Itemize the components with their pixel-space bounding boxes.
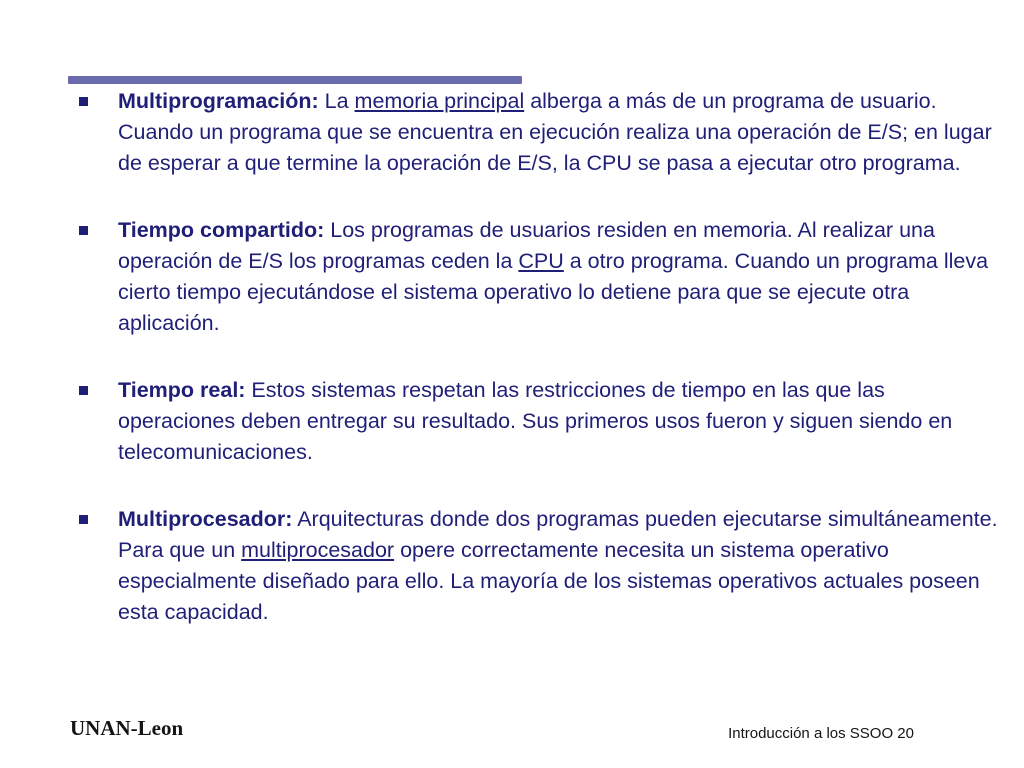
bullet-text: La: [318, 89, 355, 113]
square-bullet-icon: [79, 97, 88, 106]
square-bullet-icon: [79, 386, 88, 395]
bullet-multiprogramacion: [74, 86, 1004, 179]
bullet-term: Multiprogramación:: [118, 89, 319, 113]
bullet-term: Tiempo compartido:: [118, 218, 325, 242]
bullet-text: a otro programa. Cuando un programa lleva cierto tiempo ejecutándose el sistema operativo lo detiene para que se ejecute otra aplicación.: [118, 249, 989, 335]
link-multiprocesador[interactable]: multiprocesador: [241, 538, 395, 562]
bullet-text: Los programas de usuarios residen en memoria. Al realizar una operación de E/S los programas ceden la: [118, 218, 935, 273]
bullet-term: Multiprocesador:: [118, 507, 293, 531]
link-memoria-principal[interactable]: memoria principal: [354, 89, 525, 113]
bullet-multiprocesador: [74, 504, 1004, 628]
footer-page-label: Introducción a los SSOO 20: [728, 725, 914, 742]
bullet-text: alberga a más de un programa de usuario. Cuando un programa que se encuentra en ejecución realiza una operación de E/S; en lugar de esperar a que termine la operación de E/S, la CPU se pasa a ejecutar otro programa.: [118, 89, 992, 175]
title-accent-rule: [68, 76, 522, 84]
link-cpu[interactable]: CPU: [518, 249, 564, 273]
bullet-list: [74, 86, 1004, 664]
bullet-text: opere correctamente necesita un sistema operativo especialmente diseñado para ello. La mayoría de los sistemas operativos actuales poseen esta capacidad.: [118, 538, 980, 624]
bullet-text: Arquitecturas donde dos programas pueden ejecutarse simultáneamente. Para que un: [118, 507, 998, 562]
bullet-text: Estos sistemas respetan las restricciones de tiempo en las que las operaciones deben entregar su resultado. Sus primeros usos fueron y siguen siendo en telecomunicaciones.: [118, 378, 953, 464]
bullet-term: Tiempo real:: [118, 378, 246, 402]
bullet-tiempo-compartido: [74, 215, 1004, 339]
bullet-tiempo-real: [74, 375, 1004, 468]
footer-brand: UNAN-Leon: [70, 716, 184, 740]
square-bullet-icon: [79, 515, 88, 524]
square-bullet-icon: [79, 226, 88, 235]
